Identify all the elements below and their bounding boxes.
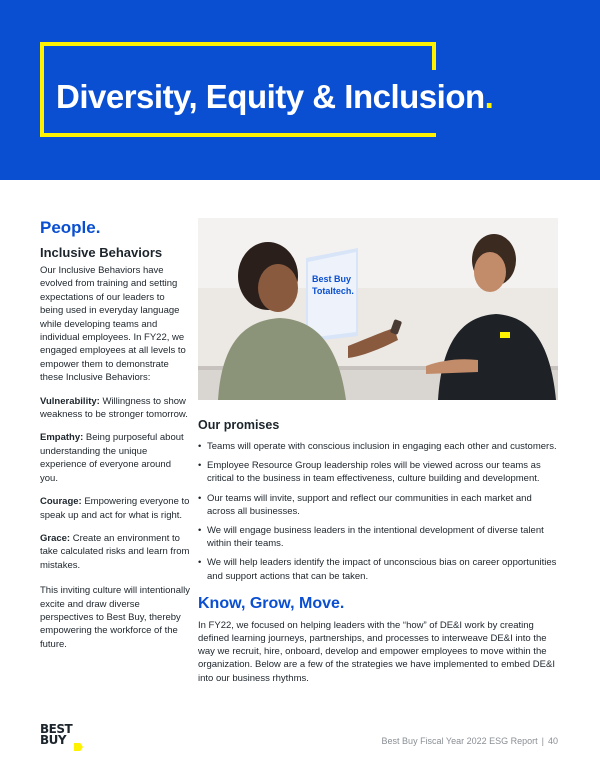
footer-separator: |	[541, 736, 544, 746]
sign-text-1: Best Buy	[312, 274, 352, 284]
logo-text-buy: BUY	[40, 733, 67, 747]
section-title-people: People.	[40, 218, 101, 237]
trait-desc: Being purposeful about understanding the unique experience of everyone around you.	[40, 432, 184, 484]
trait-name: Vulnerability:	[40, 395, 100, 407]
list-item: • Employee Resource Group leadership roles will be viewed across our teams as critical to the business in team effectiveness, culture building and development.	[198, 459, 558, 485]
trait-vulnerability	[40, 395, 190, 422]
trait-name: Courage:	[40, 496, 82, 508]
header-banner	[0, 0, 600, 180]
title-dot: .	[484, 78, 494, 115]
trait-desc: Willingness to show weakness to be stronger tomorrow.	[40, 395, 188, 421]
know-grow-move-paragraph: In FY22, we focused on helping leaders with the “how” of DE&I work by creating defined learning journeys, partnerships, and processes to interweave DE&I into the way we recruit, hire, onboard, develop and empower employees to move within the organization. Below are a few of the strategies we have implemented to embed DE&I into our business rhythms.	[198, 619, 555, 684]
promise-list	[198, 440, 558, 583]
list-item: • Teams will operate with conscious inclusion in engaging each other and customers.	[198, 440, 558, 453]
subheading-inclusive-behaviors: Inclusive Behaviors	[40, 245, 163, 260]
page-title-text: Diversity, Equity & Inclusion	[56, 78, 485, 115]
section-title-know-grow-move: Know, Grow, Move.	[198, 594, 345, 612]
list-item: • We will engage business leaders in the intentional development of diverse talent within their teams.	[198, 524, 558, 550]
page-title	[56, 78, 493, 116]
photo-illustration	[198, 218, 558, 400]
page-number: 40	[547, 736, 558, 746]
trait-name: Empathy:	[40, 432, 84, 444]
trait-courage	[40, 495, 190, 522]
best-buy-logo	[40, 724, 90, 754]
logo-text-best: BEST	[40, 722, 73, 736]
store-photo	[198, 218, 558, 400]
trait-desc: Empowering everyone to speak up and act for what is right.	[40, 496, 190, 521]
closing-paragraph: This inviting culture will intentionally excite and draw diverse perspectives to Best Buy, thereby empowering the workforce of the future.	[40, 585, 190, 650]
trait-name: Grace:	[40, 532, 71, 544]
intro-paragraph: Our Inclusive Behaviors have evolved from training and setting expectations of our leaders to being used in everyday language while developing teams and individual employees. In FY22, we engaged employees at all levels to empower them to demonstrate these Inclusive Behaviors:	[40, 265, 186, 384]
sign-text-2: Totaltech.	[312, 286, 354, 296]
list-item: • Our teams will invite, support and reflect our communities in each market and across all businesses.	[198, 492, 558, 518]
page-footer	[382, 736, 558, 746]
trait-empathy	[40, 431, 190, 485]
promises-column	[198, 418, 558, 685]
trait-desc: Create an environment to take calculated risks and learn from mistakes.	[40, 532, 190, 571]
promises-title: Our promises	[198, 418, 280, 432]
list-item: • We will help leaders identify the impact of unconscious bias on career opportunities and support actions that can be taken.	[198, 556, 558, 582]
people-column	[40, 218, 190, 651]
footer-report-title: Best Buy Fiscal Year 2022 ESG Report	[381, 736, 538, 746]
trait-grace	[40, 532, 190, 572]
